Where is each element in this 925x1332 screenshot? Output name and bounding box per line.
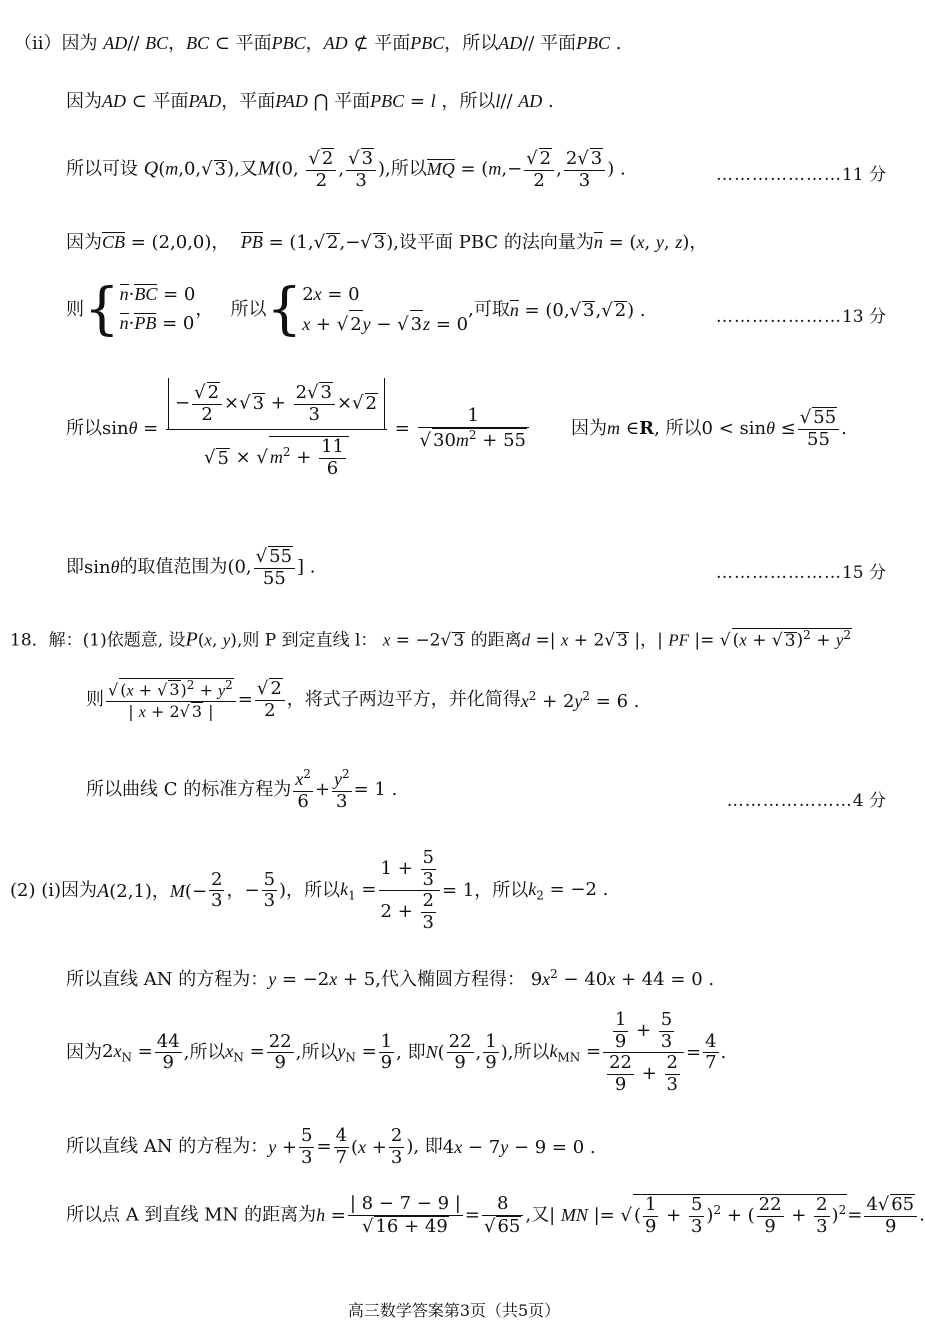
line-mn-eq: 所以直线 AN 的方程为：y + $\frac{5}{3}$ = $\frac{4}{7}$ (x + $\frac{2}{3}$ ), 即4x − 7y − 9 = 0 . <box>66 1125 596 1168</box>
line-sin-theta: 所以sinθ = − $\frac{√ 2}{2}$ ×√ 3 + $\frac{2√ 3}{3}$ ×√ 2 √ 5 × √ $m^2$ + $\frac{11}{6}$ = $\frac{1}{√ 30m^2 + 55}$ 因为m ∈R, 所以0 < sinθ ≤ $\frac{√ 55}{55}$ . <box>66 378 847 480</box>
line-range: 即sinθ的取值范围为(0, $\frac{√ 55}{55}$ ] . <box>66 546 316 589</box>
line-distance: 所以点 A 到直线 MN 的距离为h = $\frac{| 8 - 7 - 9 |}{√ 16 + 49}$ = $\frac{8}{√ 65}$ ,又| MN |= √ ( $\frac{1}{9}$ + $\frac{5}{3}$ )$^2$ + ( $\frac{22}{9}$ + $\frac{2}{3}$ )$^2$= $\frac{4√ 65}{9}$ . <box>66 1193 925 1237</box>
page-footer: 高三数学答案第3页（共5页） <box>347 1301 561 1320</box>
line-ii-intersection: 因为AD ⊂ 平面PAD，平面PAD ⋂ 平面PBC = l ，所以l// AD . <box>66 91 554 112</box>
line-set-q: 所以可设 Q(m,0,√ 3),又M(0, $\frac{√ 2}{2}$ , $\frac{√ 3}{3}$ ),所以MQ = (m,− $\frac{√ 2}{2}$ , $\frac{2√ 3}{3}$ ) . <box>66 148 626 191</box>
line-normal-system: 则{ n·BC = 0 n·PB = 0 ， 所以{ 2x = 0 x + √ 2y − √ 3z = 0 ,可取n = (0,√ 3,√ 2) . <box>66 276 646 342</box>
line-q18-part2: (2) (ⅰ)因为A(2,1)，M(− $\frac{2}{3}$ ，− $\frac{5}{3}$ )，所以$k_1$ = 1 + $\frac{5}{3}$ 2 + $\frac{2}{3}$ = 1，所以$k_2 = -2$ . <box>10 847 609 934</box>
line-cb-pb: 因为CB = (2,0,0)， PB = (1,√ 2,−√ 3),设平面 PBC 的法向量为n = (x, y, z)， <box>66 232 708 253</box>
line-xn-yn: 因为$2x_N$ = $\frac{44}{9}$ ,所以$x_N$ = $\frac{22}{9}$ ,所以$y_N$ = $\frac{1}{9}$ , 即N( $\frac{22}{9}$ , $\frac{1}{9}$ ),所以$k_{MN}$ = $\frac{1}{9}$ + $\frac{5}{3}$ $\frac{22}{9}$ + $\frac{2}{3}$ = $\frac{4}{7}$ . <box>66 1009 727 1096</box>
line-ellipse: 所以曲线 C 的标准方程为 $\frac{x^2}{6}$ + $\frac{y^2}{3}$ = 1 . <box>86 767 398 812</box>
line-q18-start: 18．解：(1)依题意, 设P(x, y),则 P 到定直线 l： x = −2√ 3 的距离d =| x + 2√ 3 |，| PF |= √ (x + √ $3)^2 + y^2$ <box>10 628 852 651</box>
line-an-eq: 所以直线 AN 的方程为：y = −2x + 5,代入椭圆方程得： $9x^2 - 40x + 44 = 0$ . <box>66 967 715 990</box>
line-ii-parallel: （ii）因为 AD// BC，BC ⊂ 平面PBC，AD ⊄ 平面PBC，所以AD// 平面PBC . <box>14 33 622 54</box>
score-4: …………………4 分 <box>726 791 886 811</box>
score-13: …………………13 分 <box>715 307 886 327</box>
score-11: …………………11 分 <box>715 165 886 185</box>
score-15: …………………15 分 <box>715 563 886 583</box>
line-q18-eq: 则 $\frac{√ (x + √ 3)^2 + y^2}{| x + 2√ 3 |}$ = $\frac{√ 2}{2}$ ，将式子两边平方，并化简得$x^2 + 2y^2 = 6$ . <box>86 678 640 722</box>
